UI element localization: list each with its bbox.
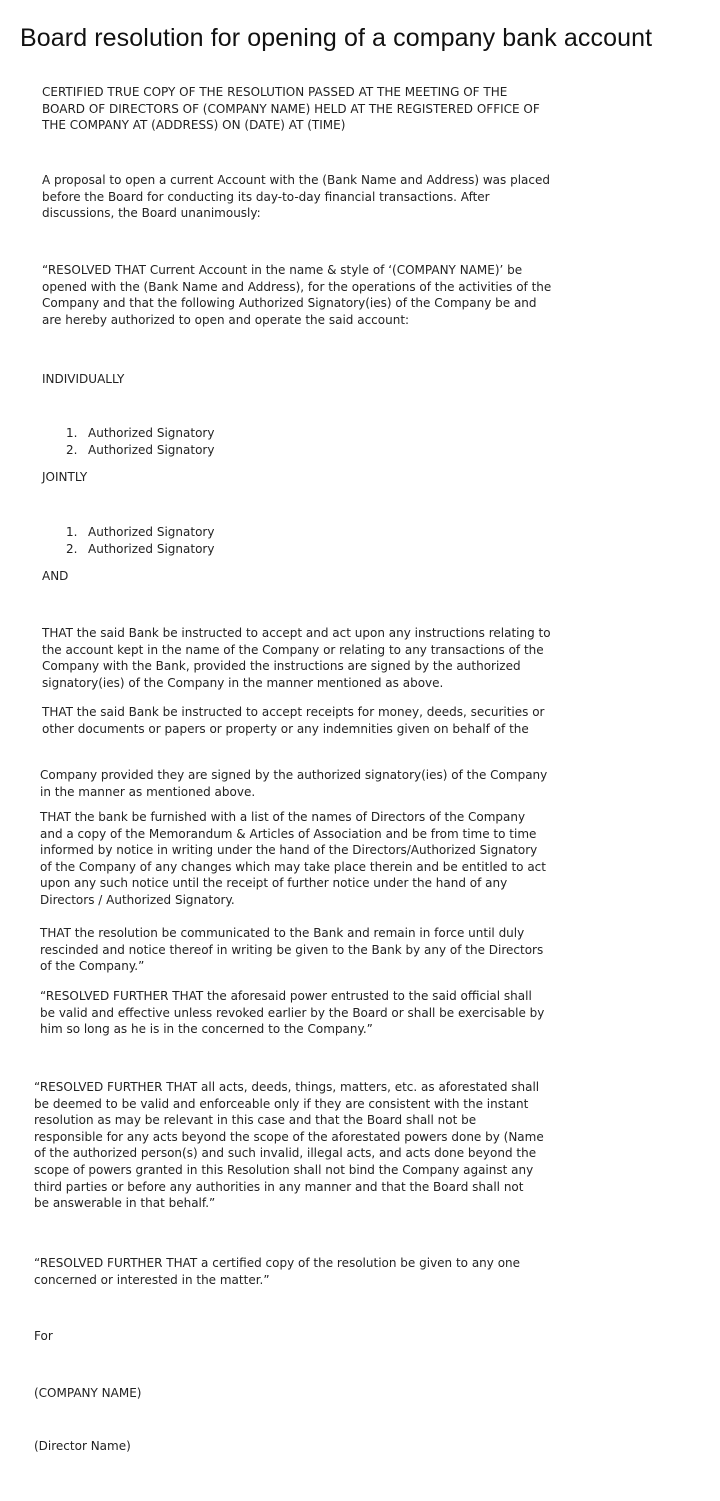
text-line: THAT the said Bank be instructed to accept receipts for money, deeds, securities or	[42, 705, 545, 719]
list-item: 2. Authorized Signatory	[66, 442, 215, 457]
text-line: THE COMPANY AT (ADDRESS) ON (DATE) AT (TIME)	[42, 118, 346, 133]
certified-heading	[42, 84, 540, 134]
text-line: resolution as may be relevant in this case and that the Board shall not be	[34, 1113, 477, 1128]
and-label: AND	[42, 569, 69, 583]
text-line: rescinded and notice thereof in writing be given to the Bank by any of the Directors	[40, 942, 544, 957]
list-item: 2. Authorized Signatory	[66, 541, 215, 556]
text-line: other documents or papers or property or any indemnities given on behalf of the	[42, 721, 529, 736]
text-line: concerned or interested in the matter.”	[34, 1272, 270, 1287]
for-label: For	[34, 1329, 53, 1343]
text-line: informed by notice in writing under the hand of the Directors/Authorized Signatory	[40, 843, 538, 858]
text-line: of the Company of any changes which may take place therein and be entitled to act	[40, 859, 546, 874]
text-line: Company provided they are signed by the authorized signatory(ies) of the Company	[40, 768, 548, 782]
resolved-further-copy-paragraph	[34, 1255, 520, 1288]
company-provided-paragraph	[40, 767, 547, 800]
text-line: Directors / Authorized Signatory.	[40, 892, 235, 907]
text-line: Company with the Bank, provided the instructions are signed by the authorized	[42, 659, 521, 674]
text-line: “RESOLVED THAT Current Account in the name & style of ‘(COMPANY NAME)’ be	[42, 263, 523, 277]
resolved-further-power-paragraph	[40, 988, 544, 1038]
text-line: CERTIFIED TRUE COPY OF THE RESOLUTION PASSED AT THE MEETING OF THE	[42, 85, 508, 99]
text-line: responsible for any acts beyond the scope of the aforestated powers done by (Name	[34, 1129, 544, 1144]
text-line: Company and that the following Authorized Signatory(ies) of the Company be and	[42, 296, 537, 311]
company-name-placeholder: (COMPANY NAME)	[34, 1386, 142, 1400]
text-line: BOARD OF DIRECTORS OF (COMPANY NAME) HELD AT THE REGISTERED OFFICE OF	[42, 101, 540, 116]
text-line: be valid and effective unless revoked earlier by the Board or shall be exercisable by	[40, 1005, 545, 1020]
resolved-further-acts-paragraph	[34, 1079, 544, 1212]
text-line: THAT the bank be furnished with a list of the names of Directors of the Company	[40, 810, 526, 824]
text-line: opened with the (Bank Name and Address), for the operations of the activities of the	[42, 279, 552, 294]
text-line: before the Board for conducting its day-to-day financial transactions. After	[42, 189, 490, 204]
receipts-paragraph	[42, 704, 544, 737]
director-name-placeholder: (Director Name)	[34, 1439, 131, 1453]
furnished-paragraph	[40, 809, 546, 909]
list-item: 1. Authorized Signatory	[66, 426, 215, 440]
text-line: signatory(ies) of the Company in the manner mentioned as above.	[42, 675, 444, 690]
communicated-paragraph	[40, 925, 543, 975]
text-line: be deemed to be valid and enforceable only if they are consistent with the instant	[34, 1096, 529, 1111]
text-line: him so long as he is in the concerned to the Company.”	[40, 1022, 373, 1037]
bank-instructions-paragraph	[42, 625, 551, 691]
text-line: are hereby authorized to open and operate the said account:	[42, 312, 410, 327]
text-line: “RESOLVED FURTHER THAT all acts, deeds, things, matters, etc. as aforestated shall	[34, 1080, 540, 1094]
text-line: of the authorized person(s) and such invalid, illegal acts, and acts done beyond the	[34, 1146, 537, 1161]
individually-list	[66, 425, 214, 458]
text-line: THAT the resolution be communicated to the Bank and remain in force until duly	[40, 926, 525, 940]
text-line: of the Company.”	[40, 959, 145, 974]
text-line: “RESOLVED FURTHER THAT a certified copy of the resolution be given to any one	[34, 1256, 521, 1270]
text-line: third parties or before any authorities in any manner and that the Board shall not	[34, 1179, 524, 1194]
text-line: upon any such notice until the receipt of further notice under the hand of any	[40, 876, 508, 891]
document-title: Board resolution for opening of a company bank account	[20, 24, 653, 52]
text-line: A proposal to open a current Account with the (Bank Name and Address) was placed	[42, 173, 550, 187]
text-line: be answerable in that behalf.”	[34, 1196, 216, 1211]
text-line: and a copy of the Memorandum & Articles of Association and be from time to time	[40, 826, 537, 841]
text-line: “RESOLVED FURTHER THAT the aforesaid power entrusted to the said official shall	[40, 989, 532, 1003]
jointly-list	[66, 524, 214, 557]
text-line: scope of powers granted in this Resolution shall not bind the Company against any	[34, 1162, 534, 1177]
list-item: 1. Authorized Signatory	[66, 525, 215, 539]
text-line: in the manner as mentioned above.	[40, 784, 256, 799]
individually-heading: INDIVIDUALLY	[42, 372, 125, 386]
resolved-paragraph	[42, 262, 551, 328]
text-line: discussions, the Board unanimously:	[42, 206, 261, 221]
proposal-paragraph	[42, 172, 550, 222]
jointly-heading: JOINTLY	[42, 470, 88, 484]
text-line: the account kept in the name of the Company or relating to any transactions of the	[42, 642, 544, 657]
text-line: THAT the said Bank be instructed to accept and act upon any instructions relating to	[42, 626, 551, 640]
